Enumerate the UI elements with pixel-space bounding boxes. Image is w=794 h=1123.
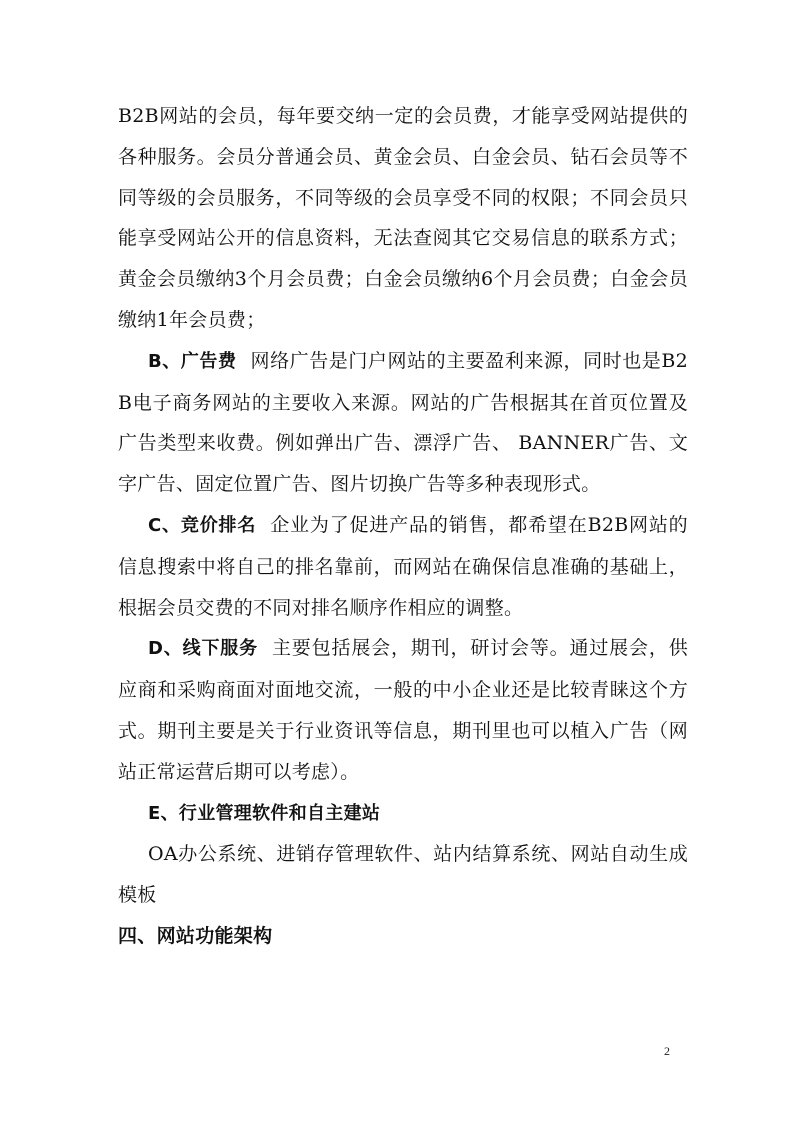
- paragraph-d-lead: D、线下服务: [148, 638, 258, 660]
- paragraph-d: [118, 628, 688, 792]
- paragraph-e-heading-text: E、行业管理软件和自主建站: [148, 802, 381, 824]
- paragraph-e-heading: [118, 793, 688, 835]
- page-number: 2: [664, 1044, 670, 1058]
- paragraph-c-lead: C、竞价排名: [148, 514, 257, 536]
- paragraph-e-text: OA办公系统、进销存管理软件、站内结算系统、网站自动生成模板: [118, 843, 688, 907]
- paragraph-b: [118, 341, 688, 505]
- paragraph-d-text: 主要包括展会，期刊，研讨会等。通过展会，供应商和采购商面对面地交流，一般的中小企业还是比较青睐这个方式。期刊主要是关于行业资讯等信息，期刊里也可以植入广告（网站正常运营后期可以考虑）。: [118, 637, 688, 783]
- paragraph-intro-text: B2B网站的会员，每年要交纳一定的会员费，才能享受网站提供的各种服务。会员分普通会员、黄金会员、白金会员、钻石会员等不同等级的会员服务，不同等级的会员享受不同的权限；不同会员只能享受网站公开的信息资料，无法查阅其它交易信息的联系方式；黄金会员缴纳3个月会员费；白金会员缴纳6个月会员费；白金会员缴纳1年会员费；: [118, 105, 688, 331]
- paragraph-c: [118, 505, 688, 628]
- paragraph-b-lead: B、广告费: [148, 350, 237, 372]
- paragraph-intro: [118, 96, 688, 341]
- document-body: [118, 96, 688, 957]
- paragraph-b-text: 网络广告是门户网站的主要盈利来源，同时也是B2B电子商务网站的主要收入来源。网站的广告根据其在首页位置及广告类型来收费。例如弹出广告、漂浮广告、 BANNER广告、文字广告、固定位置广告、图片切换广告等多种表现形式。: [118, 349, 688, 496]
- paragraph-c-text: 企业为了促进产品的销售，都希望在B2B网站的信息搜索中将自己的排名靠前，而网站在确保信息准确的基础上，根据会员交费的不同对排名顺序作相应的调整。: [118, 513, 688, 619]
- paragraph-e: [118, 834, 688, 916]
- section-heading: 四、网站功能架构: [118, 924, 273, 947]
